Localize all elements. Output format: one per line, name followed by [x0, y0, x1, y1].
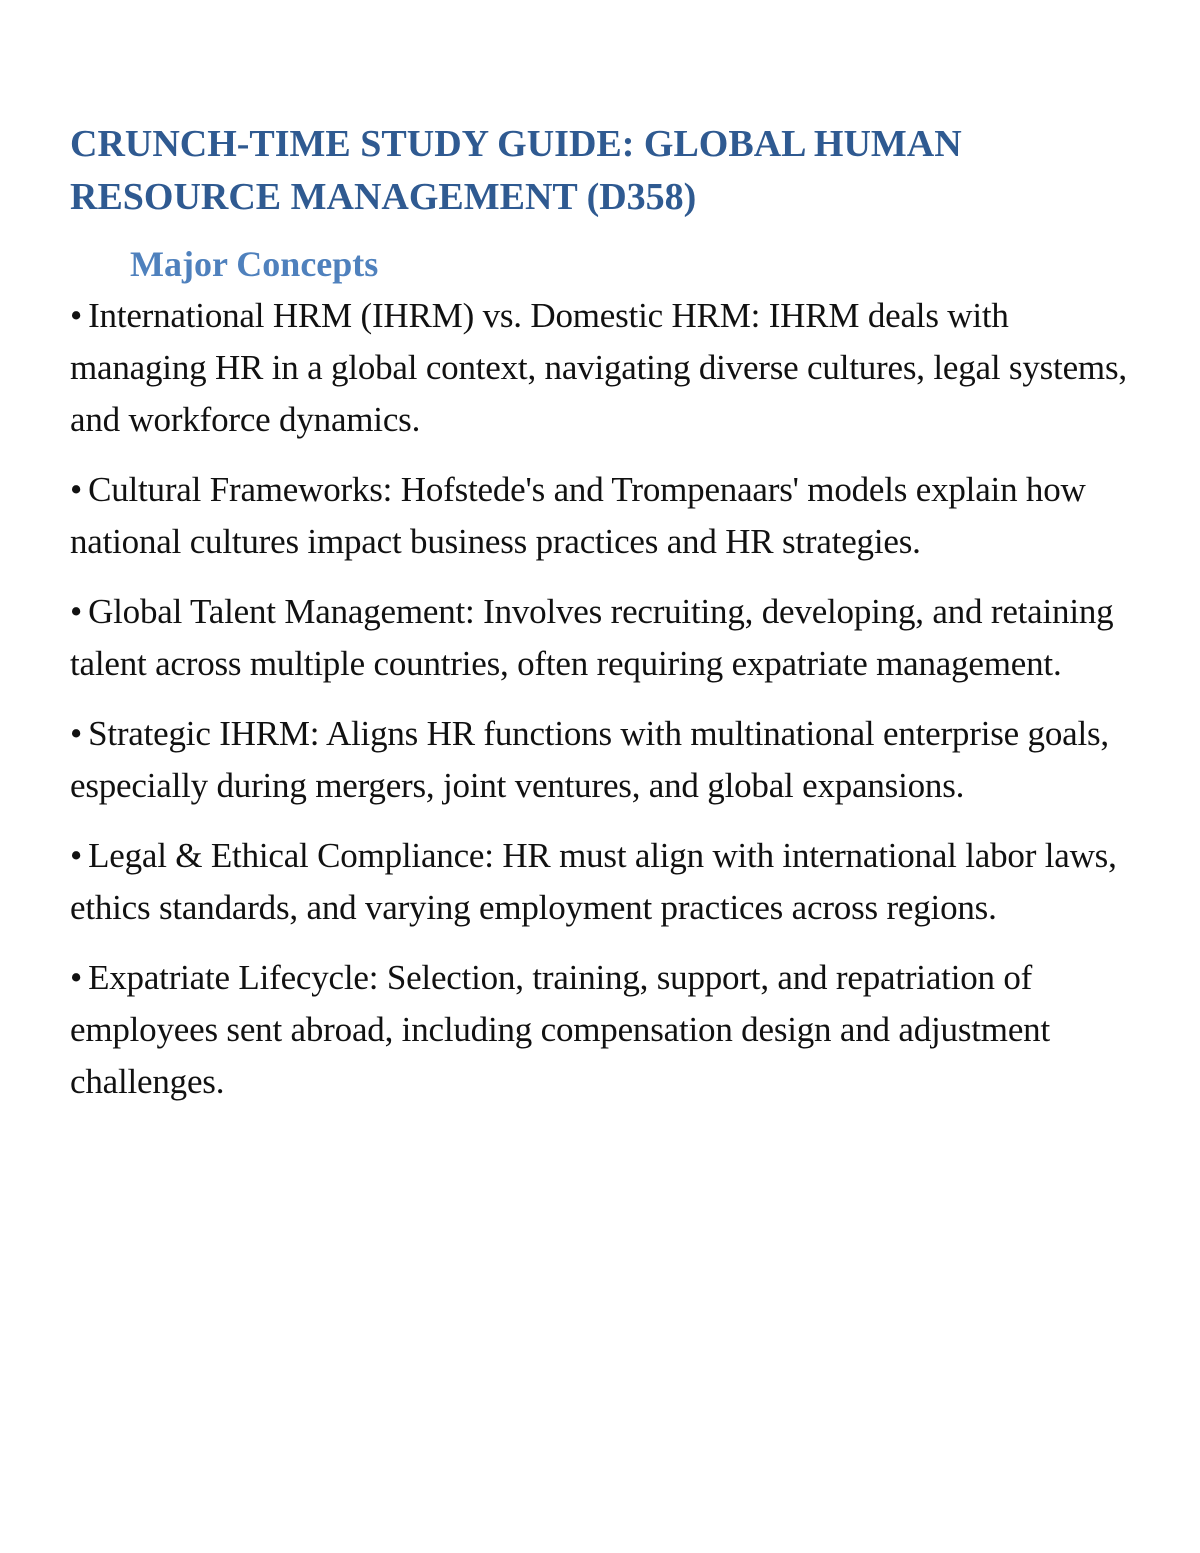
concept-item	[70, 290, 1140, 446]
bullet-icon: •	[70, 470, 83, 509]
document-title: CRUNCH-TIME STUDY GUIDE: GLOBAL HUMAN RESOURCE MANAGEMENT (D358)	[70, 123, 962, 218]
bullet-icon: •	[70, 958, 83, 997]
concept-list	[70, 290, 1140, 1108]
concept-text: Global Talent Management: Involves recruiting, developing, and retaining talent across multiple countries, often requiring expatriate management.	[70, 592, 1114, 683]
concept-item	[70, 708, 1140, 812]
section-heading-major-concepts: Major Concepts	[130, 244, 379, 284]
bullet-icon: •	[70, 714, 83, 753]
concept-text: Cultural Frameworks: Hofstede's and Trompenaars' models explain how national cultures impact business practices and HR strategies.	[70, 470, 1086, 561]
document-page	[70, 118, 1140, 1126]
concept-item	[70, 464, 1140, 568]
bullet-icon: •	[70, 836, 83, 875]
bullet-icon: •	[70, 592, 83, 631]
concept-item	[70, 586, 1140, 690]
concept-item	[70, 830, 1140, 934]
bullet-icon: •	[70, 296, 83, 335]
concept-text: International HRM (IHRM) vs. Domestic HRM: IHRM deals with managing HR in a global context, navigating diverse cultures, legal systems, and workforce dynamics.	[70, 296, 1127, 439]
concept-item	[70, 952, 1140, 1108]
concept-text: Expatriate Lifecycle: Selection, training, support, and repatriation of employees sent abroad, including compensation design and adjustment challenges.	[70, 958, 1050, 1101]
concept-text: Legal & Ethical Compliance: HR must align with international labor laws, ethics standards, and varying employment practices across regions.	[70, 836, 1117, 927]
concept-text: Strategic IHRM: Aligns HR functions with multinational enterprise goals, especially during mergers, joint ventures, and global expansions.	[70, 714, 1109, 805]
